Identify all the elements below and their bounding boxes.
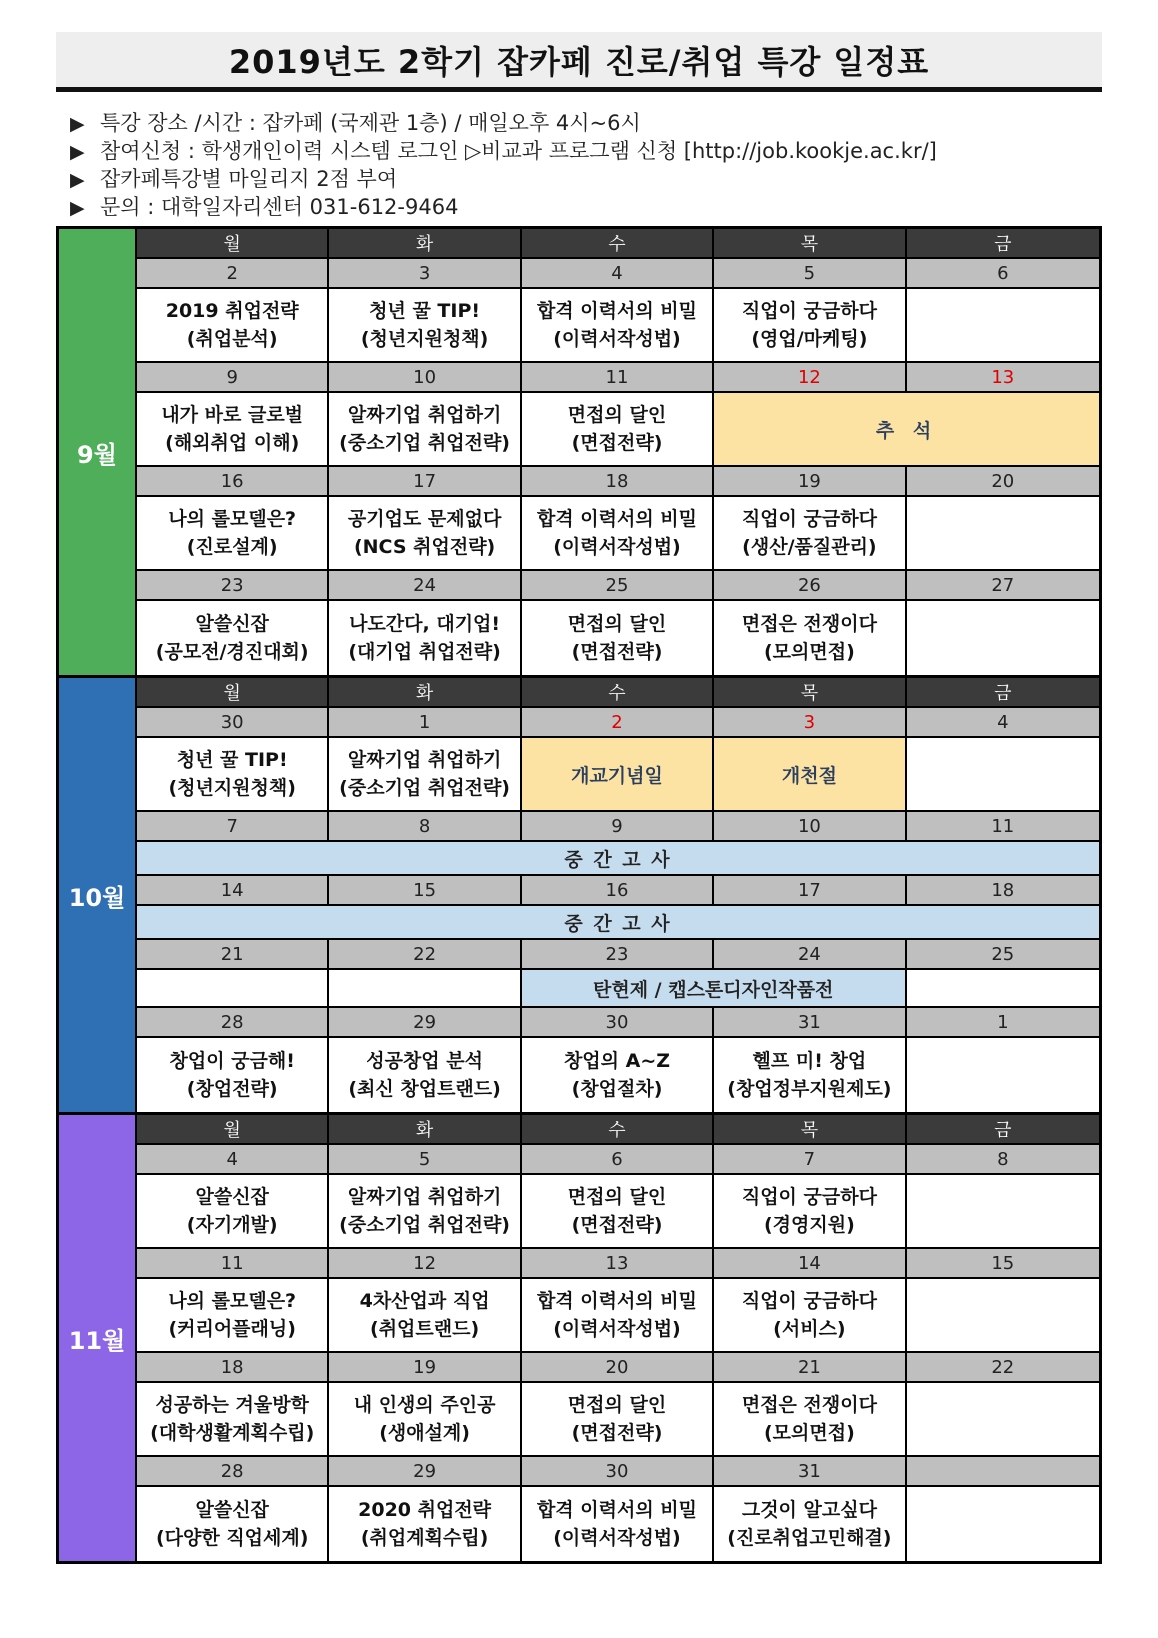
exam-band: 중 간 고 사 [137,906,1099,940]
event-subtitle: (진로취업고민해결) [727,1527,892,1549]
date-cell: 28 [137,1008,329,1038]
date-cell: 17 [714,876,906,906]
event-title: 내가 바로 글로벌 [161,404,304,426]
event-cell [137,289,329,363]
date-cell: 2 [137,259,329,289]
event-cell [907,970,1099,1008]
event-subtitle: (대학생활계획수립) [150,1422,315,1444]
event-title: 성공하는 겨울방학 [155,1394,309,1416]
date-cell: 25 [522,571,714,601]
event-cell [714,1175,906,1249]
event-title: 알쓸신잡 [195,1499,269,1521]
info-text: 문의 : 대학일자리센터 031-612-9464 [100,195,459,219]
info-text: 참여신청 : 학생개인이력 시스템 로그인 ▷비교과 프로그램 신청 [http://job.kookje.ac.kr/] [100,139,937,163]
event-cell [137,497,329,571]
date-cell: 30 [137,708,329,738]
date-cell: 23 [522,940,714,970]
month-label: 11월 [59,1115,137,1561]
event-title: 면접의 달인 [567,404,667,426]
event-cell [137,1487,329,1561]
event-subtitle: (청년지원청책) [360,328,489,350]
bullet-arrow-icon: ▶ [70,169,85,191]
event-cell [329,970,521,1008]
event-subtitle: (취업분석) [186,328,278,350]
date-cell: 24 [714,940,906,970]
event-title: 2019 취업전략 [165,300,299,322]
event-subtitle: (이력서작성법) [553,328,681,350]
date-cell: 13 [522,1249,714,1279]
weekday-header: 월 [137,229,329,259]
event-title: 나의 롤모델은? [168,508,297,530]
event-title: 면접의 달인 [567,1394,667,1416]
event-cell [714,1038,906,1112]
event-subtitle: (모의면접) [763,1422,855,1444]
info-line-venue [70,110,1110,138]
event-title: 나의 롤모델은? [168,1290,297,1312]
month-label: 10월 [59,678,137,1112]
date-cell: 29 [329,1008,521,1038]
date-cell [907,1457,1099,1487]
event-cell [137,738,329,812]
event-cell [522,393,714,467]
weekday-header: 월 [137,678,329,708]
event-cell [522,601,714,675]
weekday-header: 목 [714,678,906,708]
weekday-header: 수 [522,229,714,259]
event-cell [329,393,521,467]
event-cell [329,497,521,571]
date-cell: 11 [907,812,1099,842]
weekday-header: 화 [329,1115,521,1145]
event-subtitle: (NCS 취업전략) [353,536,496,558]
schedule-calendar [56,226,1102,1564]
bullet-arrow-icon: ▶ [70,197,85,219]
event-title: 면접의 달인 [567,613,667,635]
event-subtitle: (면접전략) [571,1214,663,1236]
date-cell: 15 [329,876,521,906]
holiday-cell: 개교기념일 [522,738,714,812]
weekday-header: 목 [714,229,906,259]
event-cell [137,1383,329,1457]
event-cell [714,497,906,571]
info-text: 잡카페특강별 마일리지 2점 부여 [100,167,398,191]
event-cell [714,1487,906,1561]
date-cell: 19 [714,467,906,497]
event-cell [522,1383,714,1457]
date-cell: 21 [137,940,329,970]
date-cell: 10 [714,812,906,842]
event-cell [329,601,521,675]
date-cell: 17 [329,467,521,497]
event-cell [714,1383,906,1457]
event-subtitle: (중소기업 취업전략) [339,777,510,799]
event-subtitle: (진로설계) [186,536,278,558]
event-title: 창업이 궁금해! [169,1050,295,1072]
event-subtitle: (생산/품질관리) [742,536,877,558]
event-subtitle: (생애설계) [379,1422,470,1444]
event-subtitle: (서비스) [773,1318,846,1340]
event-subtitle: (중소기업 취업전략) [339,432,510,454]
event-title: 창업의 A~Z [563,1050,671,1072]
event-title: 면접은 전쟁이다 [741,1394,877,1416]
event-title: 나도간다, 대기업! [349,613,501,635]
event-title: 공기업도 문제없다 [347,508,502,530]
date-cell: 28 [137,1457,329,1487]
event-title: 합격 이력서의 비밀 [536,508,698,530]
month-grid [137,1115,1099,1561]
festival-band: 탄현제 / 캡스톤디자인작품전 [522,970,907,1008]
date-cell: 26 [714,571,906,601]
weekday-header: 화 [329,678,521,708]
event-title: 알짜기업 취업하기 [347,749,502,771]
event-subtitle: (중소기업 취업전략) [339,1214,510,1236]
month-grid [137,678,1099,1112]
event-subtitle: (최신 창업트랜드) [348,1078,501,1100]
event-cell [907,1038,1099,1112]
event-title: 직업이 궁금하다 [741,1290,877,1312]
event-title: 알쓸신잡 [195,613,269,635]
info-line-contact [70,194,1110,222]
date-cell: 24 [329,571,521,601]
event-title: 직업이 궁금하다 [741,508,877,530]
date-cell: 13 [907,363,1099,393]
event-cell [907,1383,1099,1457]
event-cell [329,289,521,363]
info-line-mileage [70,166,1110,194]
date-cell: 6 [907,259,1099,289]
event-cell [522,1487,714,1561]
date-cell: 20 [907,467,1099,497]
event-cell [329,1487,521,1561]
event-cell [714,1279,906,1353]
event-title: 합격 이력서의 비밀 [536,300,698,322]
event-title: 그것이 알고싶다 [741,1499,877,1521]
weekday-header: 목 [714,1115,906,1145]
event-cell [137,393,329,467]
event-title: 성공창업 분석 [366,1050,483,1072]
event-subtitle: (영업/마케팅) [751,328,868,350]
date-cell: 11 [522,363,714,393]
date-cell: 25 [907,940,1099,970]
date-cell: 30 [522,1457,714,1487]
event-title: 알짜기업 취업하기 [347,1186,502,1208]
weekday-header: 금 [907,678,1099,708]
event-cell [522,1279,714,1353]
event-cell [137,1279,329,1353]
date-cell: 29 [329,1457,521,1487]
event-cell [907,601,1099,675]
date-cell: 16 [522,876,714,906]
event-title: 내 인생의 주인공 [353,1394,496,1416]
date-cell: 14 [137,876,329,906]
month-block [59,229,1099,678]
event-subtitle: (창업절차) [571,1078,663,1100]
weekday-header: 월 [137,1115,329,1145]
date-cell: 20 [522,1353,714,1383]
event-subtitle: (이력서작성법) [553,1318,681,1340]
date-cell: 7 [137,812,329,842]
date-cell: 12 [714,363,906,393]
event-subtitle: (공모전/경진대회) [155,641,309,663]
date-cell: 7 [714,1145,906,1175]
event-cell [522,1175,714,1249]
date-cell: 18 [522,467,714,497]
date-cell: 30 [522,1008,714,1038]
event-subtitle: (해외취업 이해) [165,432,300,454]
date-cell: 9 [522,812,714,842]
date-cell: 23 [137,571,329,601]
date-cell: 3 [714,708,906,738]
event-title: 4차산업과 직업 [359,1290,490,1312]
event-subtitle: (경영지원) [763,1214,855,1236]
date-cell: 4 [137,1145,329,1175]
date-cell: 4 [522,259,714,289]
event-subtitle: (창업전략) [186,1078,278,1100]
event-subtitle: (면접전략) [571,432,663,454]
event-subtitle: (면접전략) [571,1422,663,1444]
event-cell [329,1383,521,1457]
event-cell [714,601,906,675]
date-cell: 22 [329,940,521,970]
event-subtitle: (취업트랜드) [370,1318,480,1340]
date-cell: 12 [329,1249,521,1279]
weekday-header: 수 [522,678,714,708]
event-subtitle: (이력서작성법) [553,1527,681,1549]
date-cell: 8 [907,1145,1099,1175]
date-cell: 6 [522,1145,714,1175]
date-cell: 5 [329,1145,521,1175]
event-cell [907,497,1099,571]
event-cell [907,289,1099,363]
event-title: 면접의 달인 [567,1186,667,1208]
event-subtitle: (모의면접) [763,641,855,663]
event-cell [522,1038,714,1112]
date-cell: 11 [137,1249,329,1279]
info-block [70,110,1110,222]
event-cell [329,738,521,812]
event-cell [907,1175,1099,1249]
bullet-arrow-icon: ▶ [70,141,85,163]
event-cell [907,1487,1099,1561]
event-title: 면접은 전쟁이다 [741,613,877,635]
event-subtitle: (이력서작성법) [553,536,681,558]
date-cell: 31 [714,1457,906,1487]
event-cell [522,497,714,571]
date-cell: 27 [907,571,1099,601]
date-cell: 19 [329,1353,521,1383]
date-cell: 5 [714,259,906,289]
event-cell [137,1038,329,1112]
info-text: 특강 장소 /시간 : 잡카페 (국제관 1층) / 매일오후 4시~6시 [100,111,641,135]
event-title: 청년 꿀 TIP! [369,300,481,322]
event-cell [907,1279,1099,1353]
month-block [59,1115,1099,1561]
date-cell: 1 [907,1008,1099,1038]
date-cell: 4 [907,708,1099,738]
event-subtitle: (다양한 직업세계) [155,1527,309,1549]
date-cell: 15 [907,1249,1099,1279]
event-title: 합격 이력서의 비밀 [536,1499,698,1521]
date-cell: 1 [329,708,521,738]
date-cell: 3 [329,259,521,289]
event-subtitle: (창업정부지원제도) [727,1078,892,1100]
month-grid [137,229,1099,675]
event-cell [137,601,329,675]
event-title: 청년 꿀 TIP! [176,749,288,771]
date-cell: 10 [329,363,521,393]
date-cell: 2 [522,708,714,738]
event-subtitle: (면접전략) [571,641,663,663]
event-title: 알쓸신잡 [195,1186,269,1208]
event-subtitle: (청년지원청책) [168,777,296,799]
event-cell [907,738,1099,812]
date-cell: 31 [714,1008,906,1038]
event-cell [714,289,906,363]
date-cell: 18 [137,1353,329,1383]
event-title: 직업이 궁금하다 [741,1186,877,1208]
event-title: 2020 취업전략 [358,1499,492,1521]
weekday-header: 금 [907,1115,1099,1145]
event-title: 헬프 미! 창업 [752,1050,867,1072]
bullet-arrow-icon: ▶ [70,113,85,135]
date-cell: 22 [907,1353,1099,1383]
date-cell: 16 [137,467,329,497]
month-label: 9월 [59,229,137,675]
date-cell: 14 [714,1249,906,1279]
event-cell [329,1038,521,1112]
event-title: 합격 이력서의 비밀 [536,1290,698,1312]
event-cell [137,970,329,1008]
holiday-cell: 개천절 [714,738,906,812]
date-cell: 21 [714,1353,906,1383]
event-title: 알짜기업 취업하기 [347,404,502,426]
holiday-cell: 추 석 [714,393,1099,467]
weekday-header: 수 [522,1115,714,1145]
info-line-apply [70,138,1110,166]
event-subtitle: (자기개발) [186,1214,278,1236]
page-title: 2019년도 2학기 잡카페 진로/취업 특강 일정표 [56,32,1102,92]
event-cell [329,1279,521,1353]
date-cell: 8 [329,812,521,842]
weekday-header: 화 [329,229,521,259]
date-cell: 9 [137,363,329,393]
event-cell [329,1175,521,1249]
event-subtitle: (취업계획수립) [360,1527,489,1549]
event-subtitle: (커리어플래닝) [168,1318,296,1340]
event-title: 직업이 궁금하다 [741,300,877,322]
event-subtitle: (대기업 취업전략) [348,641,501,663]
event-cell [137,1175,329,1249]
exam-band: 중 간 고 사 [137,842,1099,876]
date-cell: 18 [907,876,1099,906]
event-cell [522,289,714,363]
month-block [59,678,1099,1115]
weekday-header: 금 [907,229,1099,259]
